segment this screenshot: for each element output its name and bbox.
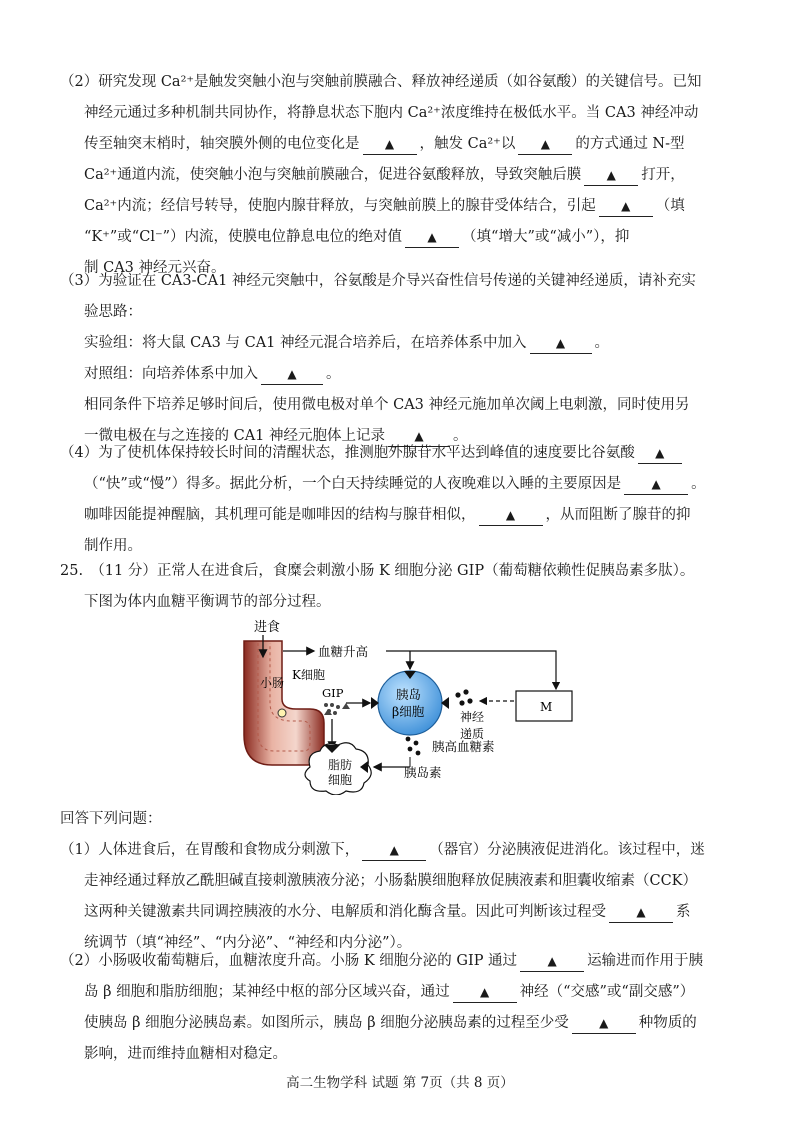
- fat-cell-label-2: 细胞: [328, 773, 353, 787]
- text-line: （3）为验证在 CA3-CA1 神经元突触中，谷氨酸是介导兴奋性信号传递的关键神经递质，请补充实: [60, 273, 696, 289]
- page-footer: 高二生物学科 试题 第 7页（共 8 页）: [286, 1075, 514, 1091]
- k-cell-dot: [278, 709, 286, 717]
- question-title: 25. （11 分）正常人在进食后，食糜会刺激小肠 K 细胞分泌 GIP（葡萄糖依赖性促胰岛素多肽）。: [60, 563, 695, 579]
- text-line: 使胰岛 β 细胞分泌胰岛素。如图所示，胰岛 β 细胞分泌胰岛素的过程至少受▲ 种物质的: [60, 1008, 760, 1039]
- text-line: （4）为了使机体保持较长时间的清醒状态，推测胞外腺苷水平达到峰值的速度要比谷氨酸▲: [60, 438, 760, 469]
- q25-part2: [60, 946, 760, 1070]
- answer-blank[interactable]: [599, 196, 653, 217]
- answer-blank[interactable]: [520, 951, 584, 972]
- text-line: Ca²⁺内流；经信号转导，使胞内腺苷释放，与突触前膜上的腺苷受体结合，引起▲ （填: [60, 191, 760, 222]
- text-line: 制 CA3 神经元兴奋。: [84, 260, 226, 276]
- islet-label-2: β细胞: [392, 704, 425, 719]
- text-line: 下图为体内血糖平衡调节的部分过程。: [84, 594, 331, 610]
- text-line: Ca²⁺通道内流，使突触小泡与突触前膜融合，促进谷氨酸释放，导致突触后膜▲ 打开，: [60, 160, 760, 191]
- answer-blank[interactable]: [261, 364, 323, 385]
- text-line: 实验组：将大鼠 CA3 与 CA1 神经元混合培养后，在培养体系中加入▲ 。: [60, 328, 760, 359]
- gip-label: GIP: [322, 686, 344, 700]
- answer-blank[interactable]: [363, 134, 417, 155]
- q25-part1: [60, 835, 760, 959]
- intestine-label: 小肠: [260, 676, 285, 690]
- text-line: 传至轴突末梢时，轴突膜外侧的电位变化是▲ ，触发 Ca²⁺以▲ 的方式通过 N-型: [60, 129, 760, 160]
- blood-glucose-regulation-diagram: [236, 617, 576, 795]
- neurotransmitter-label-2: 递质: [460, 727, 485, 741]
- answer-blank[interactable]: [572, 1013, 636, 1034]
- neurotransmitter-label-1: 神经: [460, 710, 485, 724]
- answer-blank[interactable]: [624, 474, 688, 495]
- text-line: 这两种关键激素共同调控胰液的水分、电解质和消化酶含量。因此可判断该过程受▲ 系: [60, 897, 760, 928]
- text-line: 回答下列问题：: [60, 811, 162, 827]
- answer-blank[interactable]: [530, 333, 592, 354]
- text-line: “K⁺”或“Cl⁻”）内流，使膜电位静息电位的绝对值▲ （填“增大”或“减小”），抑: [60, 222, 760, 253]
- text-line: 统调节（填“神经”、“内分泌”、“神经和内分泌”）。: [84, 935, 412, 951]
- q25-intro: [60, 556, 760, 618]
- text-line: （“快”或“慢”）得多。据此分析，一个白天持续睡觉的人夜晚难以入睡的主要原因是▲ 。: [60, 469, 760, 500]
- text-line: 相同条件下培养足够时间后，使用微电极对单个 CA3 神经元施加单次阈上电刺激，同时使用另: [84, 397, 690, 413]
- islet-beta-cell: [378, 671, 442, 735]
- answer-blank[interactable]: [479, 505, 543, 526]
- small-intestine-shape: [244, 641, 324, 765]
- text-line: 神经元通过多种机制共同协作，将静息状态下胞内 Ca²⁺浓度维持在极低水平。当 CA3 神经冲动: [84, 105, 699, 121]
- text-line: 影响，进而维持血糖相对稳定。: [84, 1046, 287, 1062]
- text-line: 咖啡因能提神醒脑，其机理可能是咖啡因的结构与腺苷相似，▲ ，从而阻断了腺苷的抑: [60, 500, 760, 531]
- text-line: （2）小肠吸收葡萄糖后，血糖浓度升高。小肠 K 细胞分泌的 GIP 通过▲ 运输进而作用于胰: [60, 946, 760, 977]
- answer-blank[interactable]: [453, 982, 517, 1003]
- text-line: 一微电极在与之连接的 CA1 神经元胞体上记录▲ 。: [60, 421, 760, 452]
- answer-blank[interactable]: [362, 840, 426, 861]
- text-line: （1）人体进食后，在胃酸和食物成分刺激下，▲ （器官）分泌胰液促进消化。该过程中，迷: [60, 835, 760, 866]
- text-line: （2）研究发现 Ca²⁺是触发突触小泡与突触前膜融合、释放神经递质（如谷氨酸）的关键信号。已知: [60, 74, 702, 90]
- q24-part4: [60, 438, 760, 562]
- m-label: M: [540, 700, 553, 714]
- answer-blank[interactable]: [405, 227, 459, 248]
- glucagon-label: 胰高血糖素: [432, 739, 495, 754]
- text-line: 对照组：向培养体系中加入▲ 。: [60, 359, 760, 390]
- answer-blank[interactable]: [518, 134, 572, 155]
- islet-label-1: 胰岛: [396, 687, 422, 702]
- answer-prompt: [60, 804, 760, 835]
- q24-part2: [60, 67, 760, 284]
- answer-blank[interactable]: [584, 165, 638, 186]
- q24-part3: [60, 266, 760, 452]
- eating-label: 进食: [254, 620, 281, 635]
- text-line: 制作用。: [84, 538, 142, 554]
- answer-blank[interactable]: [638, 443, 682, 464]
- text-line: 验思路：: [84, 304, 142, 320]
- text-line: 走神经通过释放乙酰胆碱直接刺激胰液分泌；小肠黏膜细胞释放促胰液素和胆囊收缩素（CCK）: [84, 873, 698, 889]
- glucose-rise-label: 血糖升高: [318, 644, 369, 659]
- insulin-label: 胰岛素: [404, 765, 442, 780]
- k-cell-label: K细胞: [292, 668, 325, 682]
- answer-blank[interactable]: [609, 902, 673, 923]
- fat-cell-label-1: 脂肪: [328, 758, 353, 772]
- text-line: 岛 β 细胞和脂肪细胞；某神经中枢的部分区域兴奋，通过▲ 神经（“交感”或“副交感”）: [60, 977, 760, 1008]
